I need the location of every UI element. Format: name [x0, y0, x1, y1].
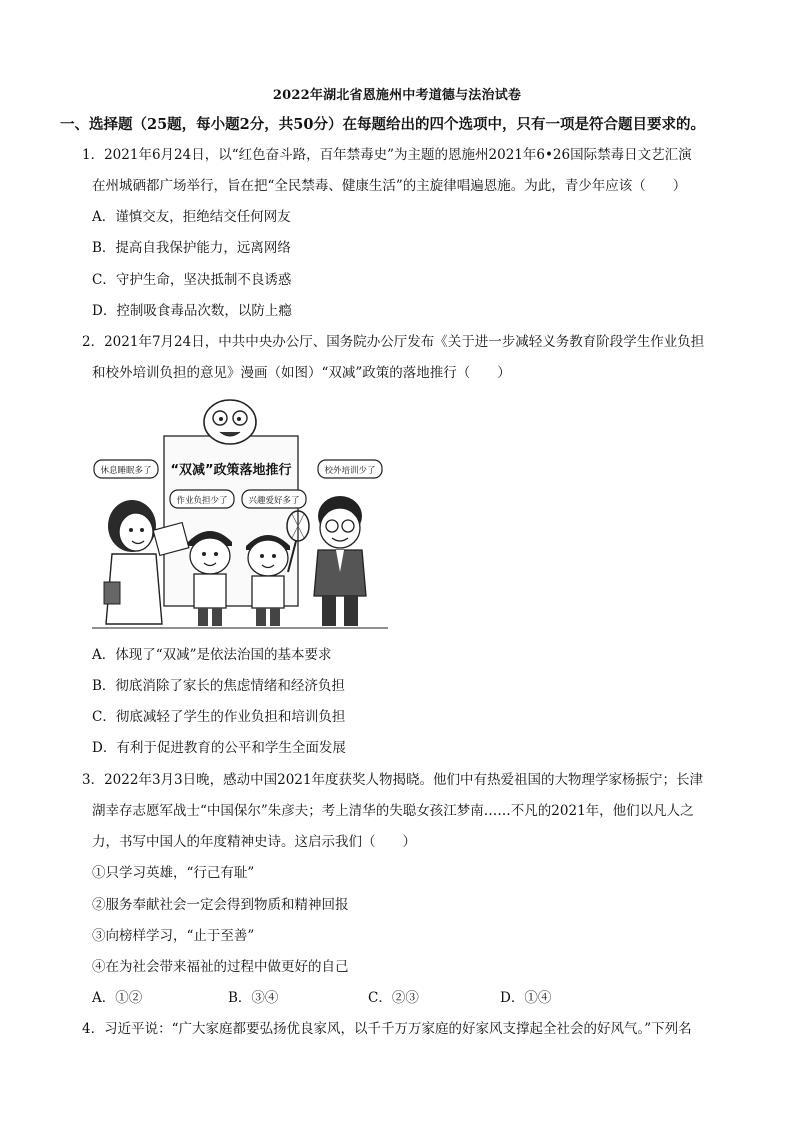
- question-2-option-b: B．彻底消除了家长的焦虑情绪和经济负担: [92, 678, 345, 694]
- question-2-line-1: 2．2021年7月24日，中共中央办公厅、国务院办公厅发布《关于进一步减轻义务教育阶段学生作业负担: [82, 334, 705, 350]
- boy-figure: [188, 531, 232, 626]
- question-3-line-1: 3．2022年3月3日晚，感动中国2021年度获奖人物揭晓。他们中有热爱祖国的大物理学家杨振宁；长津: [82, 772, 703, 788]
- question-3-line-3: 力，书写中国人的年度精神史诗。这启示我们（ ）: [92, 834, 416, 850]
- question-3-statement-2: ②服务奉献社会一定会得到物质和精神回报: [92, 897, 349, 913]
- question-1-line-2: 在州城硒都广场举行，旨在把“全民禁毒、健康生活”的主旋律唱遍恩施。为此，青少年应该（ ）: [92, 178, 687, 194]
- bubble-more-hobbies: 兴趣爱好多了: [248, 496, 300, 506]
- bubble-less-homework: 作业负担少了: [176, 496, 228, 506]
- bubble-more-rest: 休息睡眠多了: [100, 466, 152, 476]
- question-1-option-a: A．谨慎交友，拒绝结交任何网友: [92, 209, 291, 225]
- mascot-head: [204, 400, 256, 444]
- father-figure: [314, 496, 366, 626]
- question-1-option-d: D．控制吸食毒品次数，以防上瘾: [92, 303, 292, 319]
- question-1-option-c: C．守护生命，坚决抵制不良诱惑: [92, 272, 292, 288]
- question-1-line-1: 1．2021年6月24日，以“红色奋斗路，百年禁毒史”为主题的恩施州2021年6•26国际禁毒日文艺汇演: [82, 147, 692, 163]
- bubble-less-tutoring: 校外培训少了: [324, 466, 376, 476]
- question-2-option-a: A．体现了“双减”是依法治国的基本要求: [92, 647, 332, 663]
- question-3-option-a: A．①②: [92, 990, 143, 1006]
- question-2-line-2: 和校外培训负担的意见》漫画（如图）“双减”政策的落地推行（ ）: [92, 365, 511, 381]
- cartoon-banner-text: “双减”政策落地推行: [170, 463, 292, 478]
- question-3-statement-1: ①只学习英雄，“行己有耻”: [92, 865, 255, 881]
- question-1-option-b: B．提高自我保护能力，远离网络: [92, 240, 291, 256]
- question-3-option-d: D．①④: [500, 990, 552, 1006]
- question-3-line-2: 湖幸存志愿军战士“中国保尔”朱彦夫；考上清华的失聪女孩江梦南……不凡的2021年，他们以凡人之: [92, 803, 694, 819]
- question-2-option-c: C．彻底减轻了学生的作业负担和培训负担: [92, 709, 346, 725]
- section-heading: 一、选择题（25题，每小题2分，共50分）在每题给出的四个选项中，只有一项是符合题目要求的。: [60, 116, 705, 133]
- page-title: 2022年湖北省恩施州中考道德与法治试卷: [272, 88, 522, 103]
- double-reduction-cartoon: [92, 396, 388, 632]
- question-3-option-c: C．②③: [368, 990, 419, 1006]
- question-3-statement-4: ④在为社会带来福祉的过程中做更好的自己: [92, 959, 349, 975]
- question-4-line-1: 4．习近平说：“广大家庭都要弘扬优良家风，以千千万万家庭的好家风支撑起全社会的好风气。”下列名: [82, 1021, 692, 1037]
- question-3-statement-3: ③向榜样学习，“止于至善”: [92, 928, 255, 944]
- question-2-option-d: D．有利于促进教育的公平和学生全面发展: [92, 740, 346, 756]
- question-3-option-b: B．③④: [228, 990, 279, 1006]
